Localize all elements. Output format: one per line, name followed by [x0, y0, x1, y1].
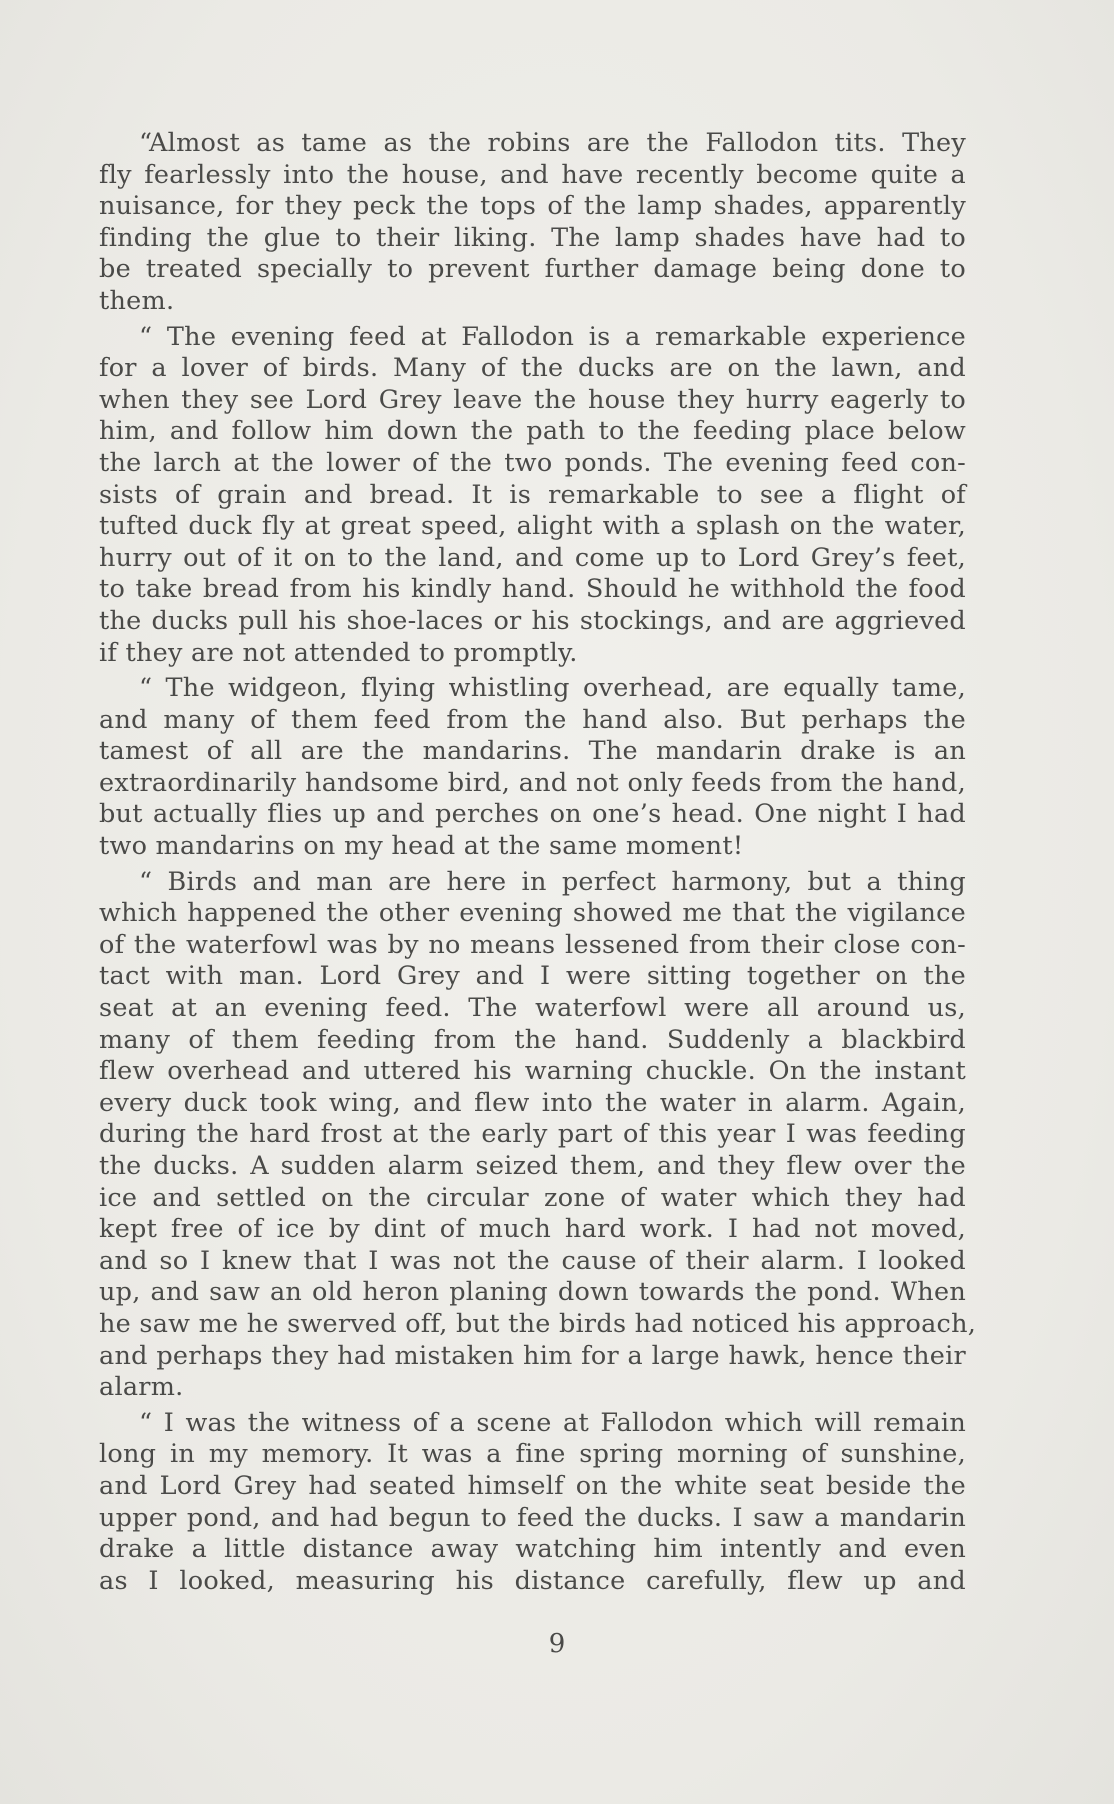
- page-number: 9: [548, 1629, 566, 1659]
- text-line: during the hard frost at the early part of this year I was feeding: [99, 1119, 966, 1150]
- text-line: tamest of all are the mandarins. The mandarin drake is an: [99, 736, 966, 767]
- paragraph: [99, 322, 966, 670]
- text-line: long in my memory. It was a fine spring morning of sunshine,: [99, 1439, 966, 1470]
- text-line: “ The widgeon, flying whistling overhead, are equally tame,: [139, 673, 966, 704]
- paragraph: [99, 128, 966, 318]
- text-line: and Lord Grey had seated himself on the white seat beside the: [99, 1470, 966, 1501]
- text-line: tufted duck fly at great speed, alight with a splash on the water,: [99, 511, 966, 542]
- text-line: seat at an evening feed. The waterfowl were all around us,: [99, 993, 966, 1024]
- text-line: and many of them feed from the hand also. But perhaps the: [99, 704, 966, 735]
- text-line: but actually flies up and perches on one’s head. One night I had: [99, 799, 966, 830]
- text-line: hurry out of it on to the land, and come up to Lord Grey’s feet,: [99, 542, 966, 573]
- text-line: kept free of ice by dint of much hard work. I had not moved,: [99, 1214, 966, 1245]
- text-line: flew overhead and uttered his warning chuckle. On the instant: [99, 1056, 966, 1087]
- text-line: “Almost as tame as the robins are the Fallodon tits. They: [139, 128, 966, 158]
- text-line: drake a little distance away watching him intently and even: [99, 1534, 966, 1565]
- text-line: for a lover of birds. Many of the ducks are on the lawn, and: [99, 353, 966, 384]
- text-line: tact with man. Lord Grey and I were sitting together on the: [99, 961, 966, 992]
- text-line: to take bread from his kindly hand. Should he withhold the food: [99, 574, 966, 605]
- text-line: him, and follow him down the path to the feeding place below: [99, 416, 966, 447]
- text-line: two mandarins on my head at the same moment!: [99, 831, 744, 862]
- text-line: “ Birds and man are here in perfect harmony, but a thing: [139, 866, 966, 897]
- text-line: many of them feeding from the hand. Suddenly a blackbird: [99, 1024, 966, 1055]
- text-line: every duck took wing, and flew into the water in alarm. Again,: [99, 1087, 966, 1118]
- text-line: be treated specially to prevent further damage being done to: [99, 254, 966, 285]
- paragraph: [99, 673, 966, 863]
- text-line: fly fearlessly into the house, and have recently become quite a: [99, 159, 966, 190]
- text-line: finding the glue to their liking. The lamp shades have had to: [99, 222, 966, 253]
- text-line: and perhaps they had mistaken him for a large hawk, hence their: [99, 1340, 966, 1371]
- body-text: [99, 128, 977, 1601]
- text-line: sists of grain and bread. It is remarkable to see a flight of: [99, 479, 966, 510]
- text-line: upper pond, and had begun to feed the ducks. I saw a mandarin: [99, 1502, 966, 1533]
- text-line: nuisance, for they peck the tops of the lamp shades, apparently: [99, 191, 966, 222]
- paragraph: [99, 1408, 966, 1598]
- text-line: “ I was the witness of a scene at Fallodon which will remain: [139, 1407, 966, 1438]
- text-line: of the waterfowl was by no means lessened from their close con-: [99, 929, 966, 960]
- text-line: them.: [99, 285, 175, 316]
- text-line: the larch at the lower of the two ponds. The evening feed con-: [99, 447, 966, 478]
- text-line: extraordinarily handsome bird, and not only feeds from the hand,: [99, 767, 966, 798]
- text-line: the ducks. A sudden alarm seized them, and they flew over the: [99, 1151, 966, 1181]
- paragraph: [99, 866, 977, 1404]
- text-line: which happened the other evening showed me that the vigilance: [99, 898, 966, 929]
- text-line: “ The evening feed at Fallodon is a remarkable experience: [139, 321, 966, 352]
- text-line: when they see Lord Grey leave the house they hurry eagerly to: [99, 384, 966, 415]
- text-line: ice and settled on the circular zone of water which they had: [99, 1182, 966, 1213]
- text-line: up, and saw an old heron planing down towards the pond. When: [99, 1277, 966, 1308]
- text-line: if they are not attended to promptly.: [99, 637, 578, 668]
- text-line: and so I knew that I was not the cause of their alarm. I looked: [99, 1245, 966, 1276]
- text-line: alarm.: [99, 1372, 184, 1403]
- text-line: he saw me he swerved off, but the birds had noticed his approach,: [99, 1308, 977, 1339]
- text-line: as I looked, measuring his distance carefully, flew up and: [99, 1565, 966, 1596]
- text-line: the ducks pull his shoe-laces or his stockings, and are aggrieved: [99, 605, 966, 636]
